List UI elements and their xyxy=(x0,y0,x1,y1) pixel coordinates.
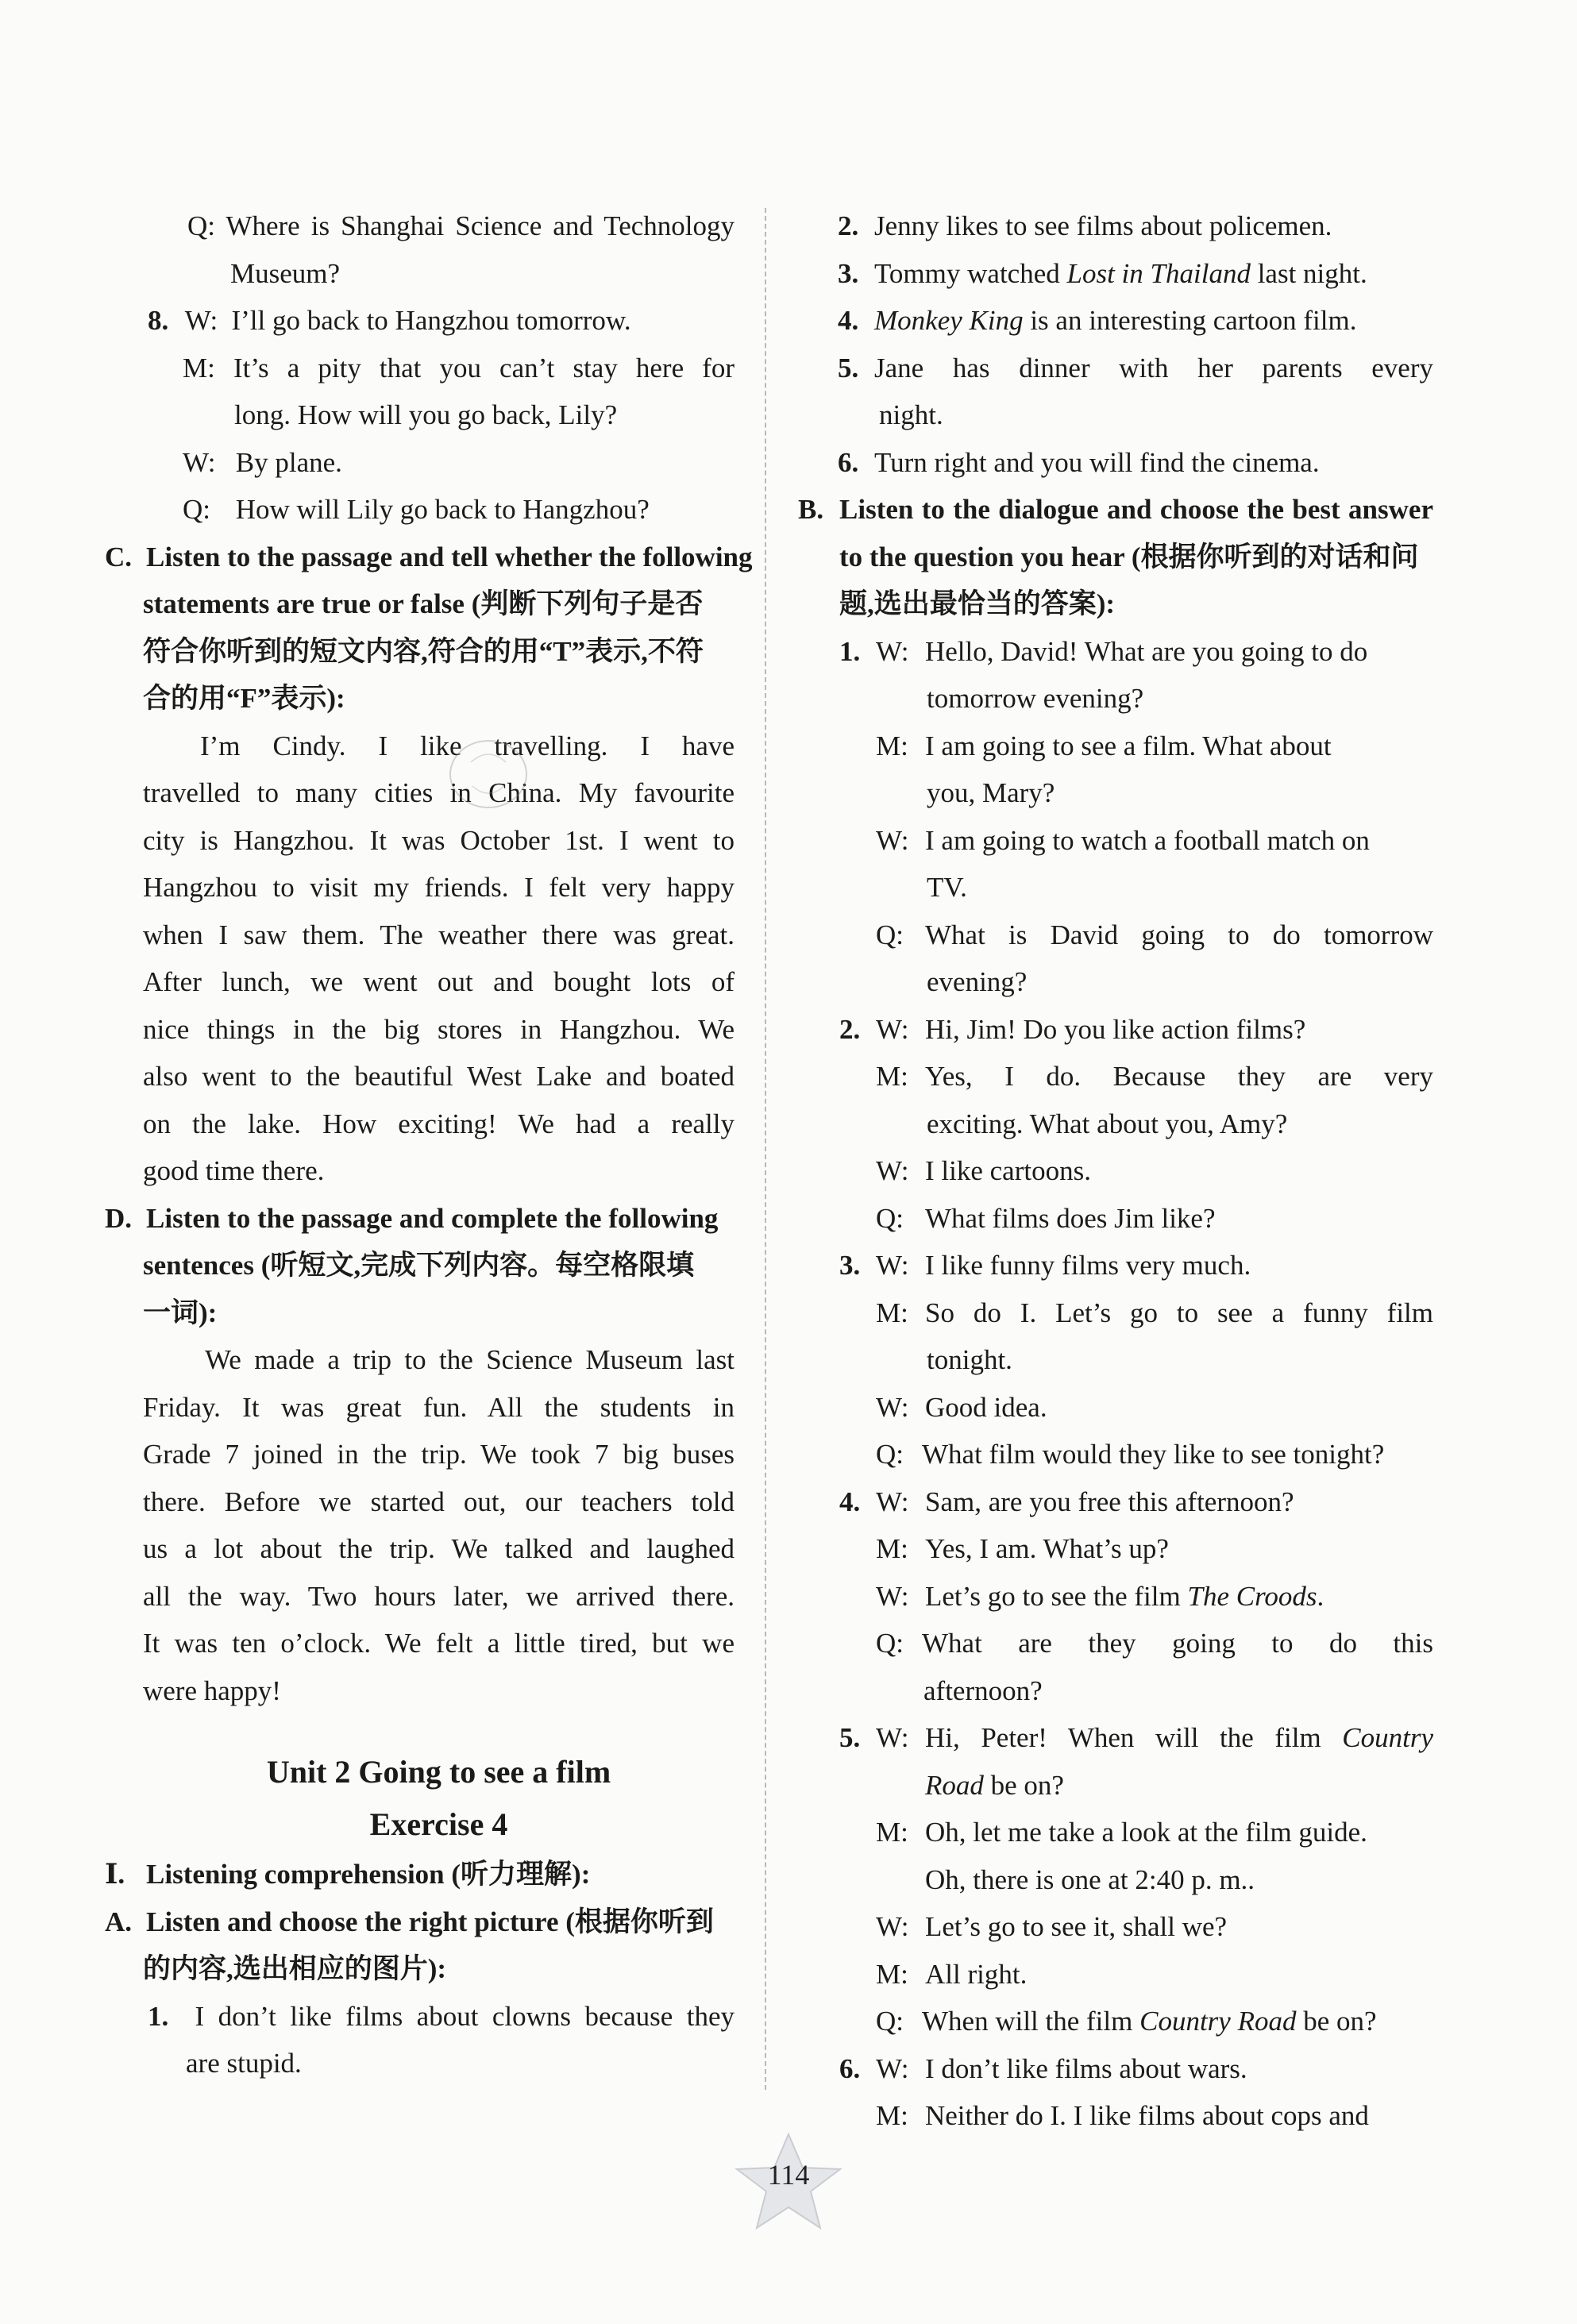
part-i-heading xyxy=(105,1851,735,1898)
speaker-label: Q: xyxy=(876,2006,904,2037)
line-text: I like funny films very much. xyxy=(925,1250,1251,1281)
line-text: Jane has dinner with her parents every xyxy=(874,352,1433,383)
heading-line: 题,选出最恰当的答案): xyxy=(839,588,1116,619)
heading-text: Listening comprehension (听力理解): xyxy=(146,1859,591,1890)
passage-line: After lunch, we went out and bought lots of xyxy=(143,966,735,997)
speaker-label: W: xyxy=(876,635,909,667)
heading-text: Listen to the passage and tell whether the following xyxy=(146,541,753,572)
speaker-label: Q: xyxy=(876,1202,904,1234)
dialogue-line xyxy=(798,628,1433,676)
line-text: How will Lily go back to Hangzhou? xyxy=(235,494,650,525)
dialogue-line xyxy=(798,1525,1433,1573)
film-title: The Croods xyxy=(1187,1580,1317,1612)
speaker-label: M: xyxy=(876,730,908,761)
dialogue-line xyxy=(798,1620,1433,1667)
line-text: Sam, are you free this afternoon? xyxy=(925,1486,1294,1517)
heading-text: Listen to the dialogue and choose the best answer xyxy=(839,494,1433,525)
dialogue-line xyxy=(798,1478,1433,1526)
line-text: Turn right and you will find the cinema. xyxy=(874,446,1320,478)
dialogue-line xyxy=(798,1242,1433,1289)
section-c-heading xyxy=(105,534,753,581)
speaker-label: Q: xyxy=(876,1628,904,1659)
dialogue-line xyxy=(143,439,735,487)
line-text: What is David going to do tomorrow xyxy=(925,919,1433,950)
item-number: 4. xyxy=(838,305,859,336)
line-text: Oh, let me take a look at the film guide. xyxy=(925,1817,1367,1848)
speaker-label: W: xyxy=(876,1155,909,1186)
heading-line: 的内容,选出相应的图片): xyxy=(143,1953,447,1984)
line-text: I am going to watch a football match on xyxy=(925,824,1370,856)
film-title: Lost in Thailand xyxy=(1066,257,1251,289)
item-line xyxy=(798,297,1433,345)
dialogue-line xyxy=(798,723,1433,770)
item-number: 6. xyxy=(838,446,859,478)
column-divider xyxy=(765,208,766,2090)
dialogue-line xyxy=(798,1289,1433,1337)
dialogue-line: Oh, there is one at 2:40 p. m.. xyxy=(925,1863,1255,1895)
speaker-label: W: xyxy=(876,1580,909,1612)
speaker-label: W: xyxy=(876,1391,909,1423)
item-number: 4. xyxy=(839,1486,861,1517)
dialogue-line xyxy=(798,1006,1433,1054)
heading-line: 符合你听到的短文内容,符合的用“T”表示,不符 xyxy=(143,635,704,667)
dialogue-line: evening? xyxy=(927,966,1028,997)
line-text: I like cartoons. xyxy=(925,1155,1091,1186)
dialogue-line: you, Mary? xyxy=(927,777,1055,808)
item-number: 3. xyxy=(838,257,859,289)
section-letter: A. xyxy=(105,1906,133,1937)
item-number: 1. xyxy=(148,2000,169,2032)
item-number: 1. xyxy=(839,635,861,667)
passage-line: Hangzhou to visit my friends. I felt very happy xyxy=(143,872,735,903)
heading-text: Listen and choose the right picture (根据你听到 xyxy=(146,1906,714,1937)
item-number: 6. xyxy=(839,2052,861,2084)
dialogue-line xyxy=(798,1714,1433,1762)
speaker-label: W: xyxy=(876,1722,909,1753)
passage-line: Friday. It was great fun. All the students in xyxy=(143,1391,735,1423)
item-number: 5. xyxy=(838,352,859,383)
line-text: I’ll go back to Hangzhou tomorrow. xyxy=(231,305,631,336)
speaker-label: M: xyxy=(876,2100,908,2131)
item-line xyxy=(143,1993,735,2041)
dialogue-line xyxy=(798,1762,1433,1809)
line-text: Yes, I am. What’s up? xyxy=(925,1533,1169,1564)
speaker-label: W: xyxy=(876,1013,909,1045)
section-a-heading xyxy=(105,1898,735,1946)
line-text: Neither do I. I like films about cops and xyxy=(925,2100,1369,2131)
item-line xyxy=(798,345,1433,392)
item-number: 8. xyxy=(148,305,169,336)
item-line: are stupid. xyxy=(186,2048,302,2079)
speaker-label: W: xyxy=(876,1911,909,1942)
dialogue-line xyxy=(798,1903,1433,1951)
line-text: When will the film xyxy=(922,2006,1140,2037)
line-text: Let’s go to see it, shall we? xyxy=(925,1911,1228,1942)
dialogue-line xyxy=(798,2092,1433,2140)
passage-line: us a lot about the trip. We talked and laughed xyxy=(143,1533,735,1564)
speaker-label: Q: xyxy=(876,919,904,950)
dialogue-line: TV. xyxy=(927,872,967,903)
item-line xyxy=(798,202,1433,250)
film-title: Country xyxy=(1342,1722,1433,1753)
dialogue-line: afternoon? xyxy=(923,1675,1043,1706)
stamp-watermark-icon xyxy=(441,730,536,818)
passage-line: on the lake. How exciting! We had a really xyxy=(143,1108,735,1139)
speaker-label: M: xyxy=(876,1297,908,1328)
dialogue-line xyxy=(798,1809,1433,1856)
item-number: 5. xyxy=(839,1722,861,1753)
dialogue-line xyxy=(798,1998,1433,2045)
line-text: Hi, Jim! Do you like action films? xyxy=(925,1013,1306,1045)
dialogue-line xyxy=(798,817,1433,865)
text-line: Museum? xyxy=(230,257,341,289)
passage-line: travelled to many cities in China. My favourite xyxy=(143,777,735,808)
section-letter: B. xyxy=(798,494,824,525)
dialogue-line xyxy=(143,486,735,534)
line-text: Hi, Peter! When will the film xyxy=(925,1722,1343,1753)
section-letter: C. xyxy=(105,541,133,572)
item-number: 2. xyxy=(838,210,859,241)
dialogue-line xyxy=(798,1195,1433,1243)
speaker-label: W: xyxy=(876,824,909,856)
passage-line: also went to the beautiful West Lake and boated xyxy=(143,1061,735,1092)
line-text: Tommy watched xyxy=(874,257,1067,289)
film-title: Road xyxy=(925,1769,984,1801)
dialogue-line xyxy=(798,1384,1433,1432)
line-text: It’s a pity that you can’t stay here for xyxy=(233,352,735,383)
line-text: Where is Shanghai Science and Technology xyxy=(226,210,735,241)
passage-line: city is Hangzhou. It was October 1st. I went to xyxy=(143,824,735,856)
passage-line: It was ten o’clock. We felt a little tired, but we xyxy=(143,1628,735,1659)
line-text: . xyxy=(1317,1580,1324,1612)
speaker-label: W: xyxy=(876,1250,909,1281)
line-text: last night. xyxy=(1250,257,1367,289)
dialogue-line: exciting. What about you, Amy? xyxy=(927,1108,1288,1139)
speaker-label: M: xyxy=(183,352,215,383)
passage-line: I’m Cindy. I like travelling. I have xyxy=(200,730,735,761)
item-number: 3. xyxy=(839,1250,861,1281)
passage-line: there. Before we started out, our teachers told xyxy=(143,1486,735,1517)
item-line xyxy=(798,250,1433,298)
line-text: be on? xyxy=(1296,2006,1377,2037)
dialogue-line xyxy=(143,297,735,345)
line-text: What films does Jim like? xyxy=(925,1202,1216,1234)
passage-line: Grade 7 joined in the trip. We took 7 big buses xyxy=(143,1439,735,1470)
left-column xyxy=(105,202,753,2087)
line-text: I am going to see a film. What about xyxy=(925,730,1332,761)
item-line: night. xyxy=(879,399,943,430)
dialogue-line xyxy=(798,911,1433,959)
speaker-label: W: xyxy=(184,305,218,336)
page-number-badge xyxy=(701,2128,876,2239)
section-d-heading xyxy=(105,1195,735,1243)
dialogue-line xyxy=(798,2045,1433,2093)
line-text: be on? xyxy=(983,1769,1064,1801)
line-text: Let’s go to see the film xyxy=(925,1580,1188,1612)
section-b-heading xyxy=(798,486,1433,534)
dialogue-line xyxy=(798,1053,1433,1100)
speaker-label: Q: xyxy=(187,210,215,241)
page-number: 114 xyxy=(767,2159,810,2191)
line-text: I don’t like films about wars. xyxy=(925,2052,1247,2084)
heading-line: 一词): xyxy=(143,1297,218,1328)
passage-line: We made a trip to the Science Museum last xyxy=(205,1344,735,1375)
dialogue-line xyxy=(798,1431,1433,1478)
line-text: All right. xyxy=(925,1958,1028,1990)
line-text: By plane. xyxy=(235,446,342,478)
item-number: 2. xyxy=(839,1013,861,1045)
line-text: Hello, David! What are you going to do xyxy=(925,635,1368,667)
speaker-label: W: xyxy=(876,1486,909,1517)
dialogue-line xyxy=(798,1147,1433,1195)
speaker-label: M: xyxy=(876,1817,908,1848)
speaker-label: W: xyxy=(183,446,216,478)
passage-line: good time there. xyxy=(143,1155,325,1186)
film-title: Monkey King xyxy=(874,305,1024,336)
film-title: Country Road xyxy=(1139,2006,1297,2037)
dialogue-line: tonight. xyxy=(927,1344,1012,1375)
unit-title: Unit 2 Going to see a film xyxy=(266,1754,611,1790)
passage-line: when I saw them. The weather there was great. xyxy=(143,919,735,950)
speaker-label: Q: xyxy=(876,1439,904,1470)
item-line xyxy=(798,439,1433,487)
dialogue-line xyxy=(798,1951,1433,1998)
exercise-title: Exercise 4 xyxy=(369,1806,508,1842)
dialogue-line xyxy=(798,1573,1433,1621)
right-column xyxy=(798,202,1433,2140)
heading-line: to the question you hear (根据你听到的对话和问 xyxy=(839,541,1419,572)
line-text: Yes, I do. Because they are very xyxy=(925,1061,1433,1092)
section-letter: D. xyxy=(105,1202,133,1234)
speaker-label: M: xyxy=(876,1061,908,1092)
line-text: So do I. Let’s go to see a funny film xyxy=(925,1297,1433,1328)
text-line: long. How will you go back, Lily? xyxy=(234,399,618,430)
part-number: Ⅰ. xyxy=(105,1859,125,1890)
speaker-label: M: xyxy=(876,1533,908,1564)
line-text: What film would they like to see tonight? xyxy=(922,1439,1385,1470)
speaker-label: W: xyxy=(876,2052,909,2084)
passage-line: nice things in the big stores in Hangzhou. We xyxy=(143,1013,735,1045)
dialogue-line xyxy=(143,345,735,392)
line-text: Good idea. xyxy=(925,1391,1047,1423)
passage-line: all the way. Two hours later, we arrived there. xyxy=(143,1580,735,1612)
heading-text: Listen to the passage and complete the following xyxy=(146,1202,719,1234)
heading-line: sentences (听短文,完成下列内容。每空格限填 xyxy=(143,1250,695,1281)
heading-line: statements are true or false (判断下列句子是否 xyxy=(143,588,704,619)
line-text: What are they going to do this xyxy=(922,1628,1433,1659)
text-line xyxy=(143,202,735,250)
heading-line: 合的用“F”表示): xyxy=(143,683,345,714)
speaker-label: Q: xyxy=(183,494,210,525)
line-text: Jenny likes to see films about policemen. xyxy=(874,210,1332,241)
speaker-label: M: xyxy=(876,1958,908,1990)
dialogue-line: tomorrow evening? xyxy=(927,683,1144,714)
line-text: I don’t like films about clowns because they xyxy=(195,2000,735,2032)
line-text: is an interesting cartoon film. xyxy=(1023,305,1357,336)
passage-line: were happy! xyxy=(143,1675,281,1706)
